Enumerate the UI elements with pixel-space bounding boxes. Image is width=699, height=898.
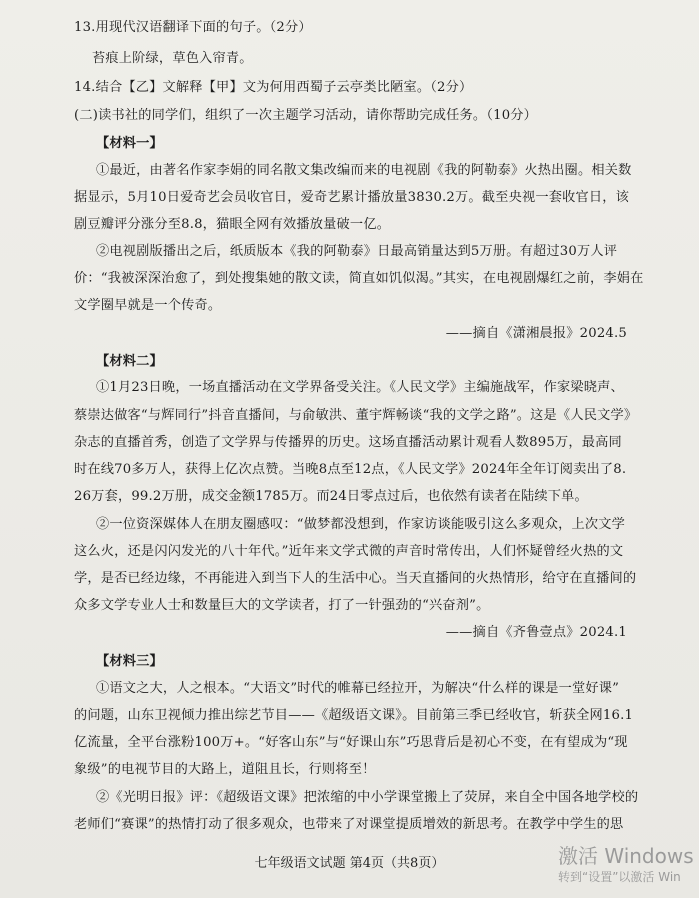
material-2-p1-line: 杂志的直播首秀，创造了文学界与传播界的历史。这场直播活动累计观看人数895万，最高同: [74, 435, 622, 450]
material-2-p2-line: 学，是否已经边缘，不再能进入到当下人的生活中心。当天直播间的火热情形，给守在直播间的: [74, 571, 637, 586]
material-2-p2-line: ②一位资深媒体人在朋友圈感叹：“做梦都没想到，作家访谈能吸引这么多观众，上次文学: [96, 517, 626, 532]
question-13-sentence: 苔痕上阶绿，草色入帘青。: [92, 51, 253, 66]
material-1-p2-line: 文学圈早就是一个传奇。: [74, 298, 222, 313]
material-1-source: ——摘自《潇湘晨报》2024.5: [445, 326, 627, 341]
material-2-p2-line: 这么火，还是闪闪发光的八十年代。”近年来文学式微的声音时常传出，人们怀疑曾经火热的文: [74, 544, 624, 559]
material-2-heading: 【材料二】: [96, 354, 163, 369]
material-1-p1-line: ①最近，由著名作家李娟的同名散文集改编而来的电视剧《我的阿勒泰》火热出圈。相关数: [96, 163, 632, 178]
material-3-heading: 【材料三】: [96, 654, 163, 669]
material-2-p1-line: ①1月23日晚，一场直播活动在文学界备受关注。《人民文学》主编施战军，作家梁晓声、: [96, 380, 624, 395]
page-footer: 七年级语文试题 第4页（共8页）: [254, 856, 445, 871]
material-1-p2-line: 价：“我被深深治愈了，到处搜集她的散文读，简直如饥似渴。”其实，在电视剧爆红之前，李娟在: [74, 271, 644, 286]
material-2-p1-line: 蔡崇达做客“与辉同行”抖音直播间，与俞敏洪、董宇辉畅谈“我的文学之路”。这是《人民文学》: [74, 408, 638, 423]
question-14: 14.结合【乙】文解释【甲】文为何用西蜀子云亭类比陋室。（2分）: [74, 80, 473, 95]
material-3-p1-line: ①语文之大，人之根本。“大语文”时代的帷幕已经拉开，为解决“什么样的课是一堂好课”: [96, 681, 620, 696]
material-3-p1-line: 亿流量，全平台涨粉100万+。“好客山东”与“好课山东”巧思背后是初心不变，在有望成为“现: [74, 735, 628, 750]
material-3-p2-line: 老师们“赛课”的热情打动了很多观众，也带来了对课堂提质增效的新思考。在教学中学生的思: [74, 817, 624, 832]
windows-activation-watermark-title: 激活 Windows: [558, 844, 694, 868]
material-1-p1-line: 据显示，5月10日爱奇艺会员收官日，爱奇艺累计播放量3830.2万。截至央视一套收官日，该: [74, 190, 630, 205]
material-3-p2-line: ②《光明日报》评：《超级语文课》把浓缩的中小学课堂搬上了荧屏，来自全中国各地学校的: [96, 790, 639, 805]
material-3-p1-line: 象级”的电视节目的大路上，道阻且长，行则将至！: [74, 762, 376, 777]
material-1-p2-line: ②电视剧版播出之后，纸质版本《我的阿勒泰》日最高销量达到5万册。有超过30万人评: [96, 244, 618, 259]
material-2-p2-line: 众多文学专业人士和数量巨大的文学读者，打了一针强劲的“兴奋剂”。: [74, 598, 490, 613]
part-2-instruction: (二)读书社的同学们，组织了一次主题学习活动，请你帮助完成任务。（10分）: [74, 108, 538, 123]
material-2-source: ——摘自《齐鲁壹点》2024.1: [445, 625, 627, 640]
material-2-p1-line: 时在线70多万人，获得上亿次点赞。当晚8点至12点，《人民文学》2024年全年订阅卖出了8.: [74, 462, 627, 477]
material-2-p1-line: 26万套，99.2万册，成交金额1785万。而24日零点过后，也依然有读者在陆续下单。: [74, 489, 588, 504]
material-1-heading: 【材料一】: [96, 136, 163, 151]
material-1-p1-line: 剧豆瓣评分涨分至8.8，猫眼全网有效播放量破一亿。: [74, 217, 391, 232]
windows-activation-watermark-subtitle: 转到“设置”以激活 Win: [558, 870, 681, 884]
question-13: 13.用现代汉语翻译下面的句子。（2分）: [74, 20, 312, 35]
material-3-p1-line: 的问题，山东卫视倾力推出综艺节目——《超级语文课》。目前第三季已经收官，斩获全网16.1: [74, 708, 634, 723]
